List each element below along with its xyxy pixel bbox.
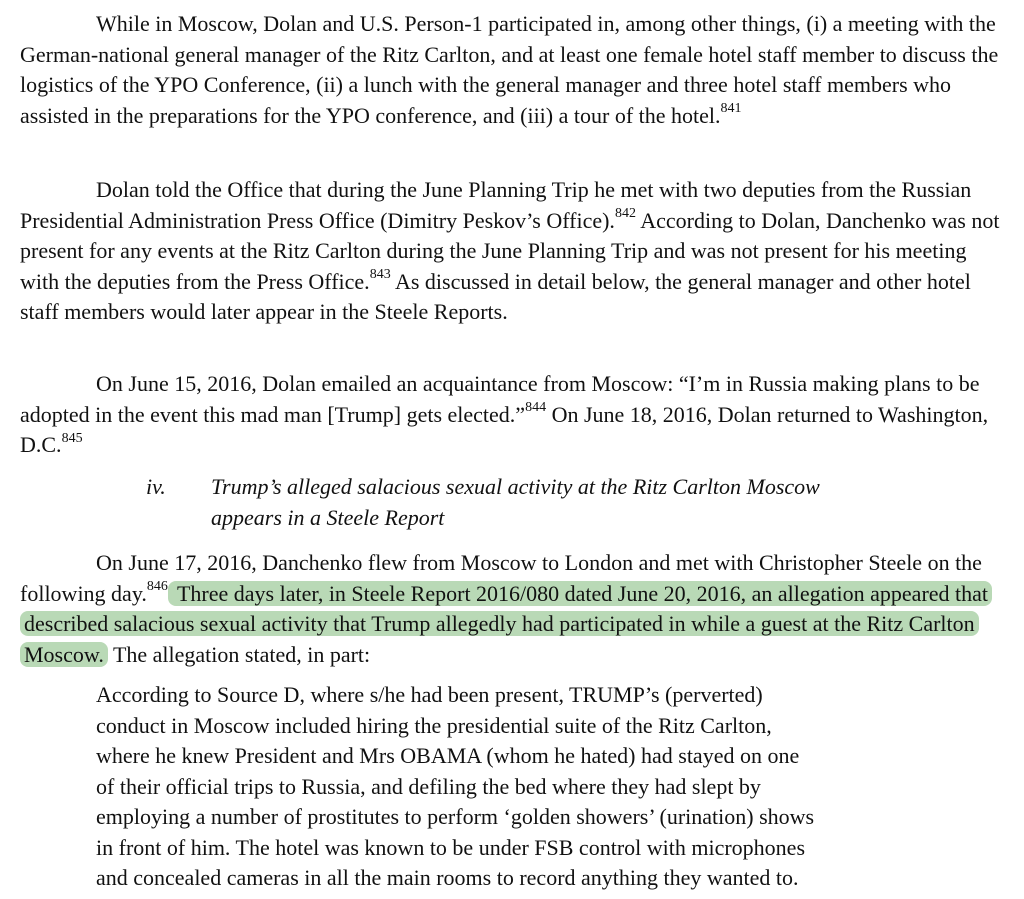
paragraph-steele-report xyxy=(20,548,1006,670)
quote-line: According to Source D, where s/he had been present, TRUMP’s (perverted) xyxy=(96,682,763,707)
paragraph-text: As discussed in detail below, the general manager and other hotel staff members would later appear in the Steele Reports. xyxy=(20,268,971,324)
footnote-ref-842: 842 xyxy=(614,206,636,222)
quote-line: where he knew President and Mrs OBAMA (whom he hated) had stayed on one xyxy=(96,743,800,768)
quote-line: conduct in Moscow included hiring the presidential suite of the Ritz Carlton, xyxy=(96,712,772,738)
footnote-ref-845: 845 xyxy=(61,430,83,446)
paragraph-text: While in Moscow, Dolan and U.S. Person-1 participated in, among other things, (i) a meeting with the German-national general manager of the Ritz Carlton, and at least one female hotel staff member to discuss the logistics of the YPO Conference, (ii) a lunch with the general manager and three hotel staff members who assisted in the preparations for the YPO conference, and (iii) a tour of the hotel. xyxy=(20,11,999,128)
section-heading xyxy=(146,472,976,533)
quote-line: in front of him. The hotel was known to be under FSB control with microphones xyxy=(96,834,806,860)
quote-line: employing a number of prostitutes to perform ‘golden showers’ (urination) shows xyxy=(96,804,815,829)
section-title-line-2: appears in a Steele Report xyxy=(211,504,445,530)
quote-line: of their official trips to Russia, and defiling the bed where they had slept by xyxy=(96,773,761,799)
paragraph-text: According to Dolan, Danchenko was not present for any events at the Ritz Carlton during the June Planning Trip and was not present for his meeting with the deputies from the Press Office. xyxy=(20,207,1000,294)
paragraph-text: The allegation stated, in part: xyxy=(107,641,371,667)
paragraph-text: On June 17, 2016, Danchenko flew from Moscow to London and met with Christopher Steele on the following day. xyxy=(20,550,982,606)
highlighted-text: Three days later, in Steele Report 2016/080 dated June 20, 2016, an allegation appeared that described salacious sexual activity that Trump allegedly had participated in while a guest at the Ritz Carlton Moscow. xyxy=(20,581,992,667)
paragraph-text: Dolan told the Office that during the June Planning Trip he met with two deputies from the Russian Presidential Administration Press Office (Dimitry Peskov’s Office). xyxy=(20,177,972,233)
block-quote xyxy=(96,680,946,894)
section-title-line-1: Trump’s alleged salacious sexual activity at the Ritz Carlton Moscow xyxy=(211,474,820,499)
paragraph-text: On June 18, 2016, Dolan returned to Washington, D.C. xyxy=(20,401,989,457)
paragraph-press-office xyxy=(20,175,1006,328)
footnote-ref-841: 841 xyxy=(720,101,742,117)
quote-line: and concealed cameras in all the main rooms to record anything they wanted to. xyxy=(96,865,799,890)
paragraph-moscow-meetings xyxy=(20,9,1006,131)
paragraph-text: On June 15, 2016, Dolan emailed an acquaintance from Moscow: “I’m in Russia making plans to be adopted in the event this mad man [Trump] gets elected.” xyxy=(20,371,980,427)
footnote-ref-846: 846 xyxy=(146,579,168,595)
section-number: iv. xyxy=(146,474,166,499)
footnote-ref-844: 844 xyxy=(525,400,547,416)
footnote-ref-843: 843 xyxy=(369,267,391,283)
paragraph-email xyxy=(20,369,1006,461)
